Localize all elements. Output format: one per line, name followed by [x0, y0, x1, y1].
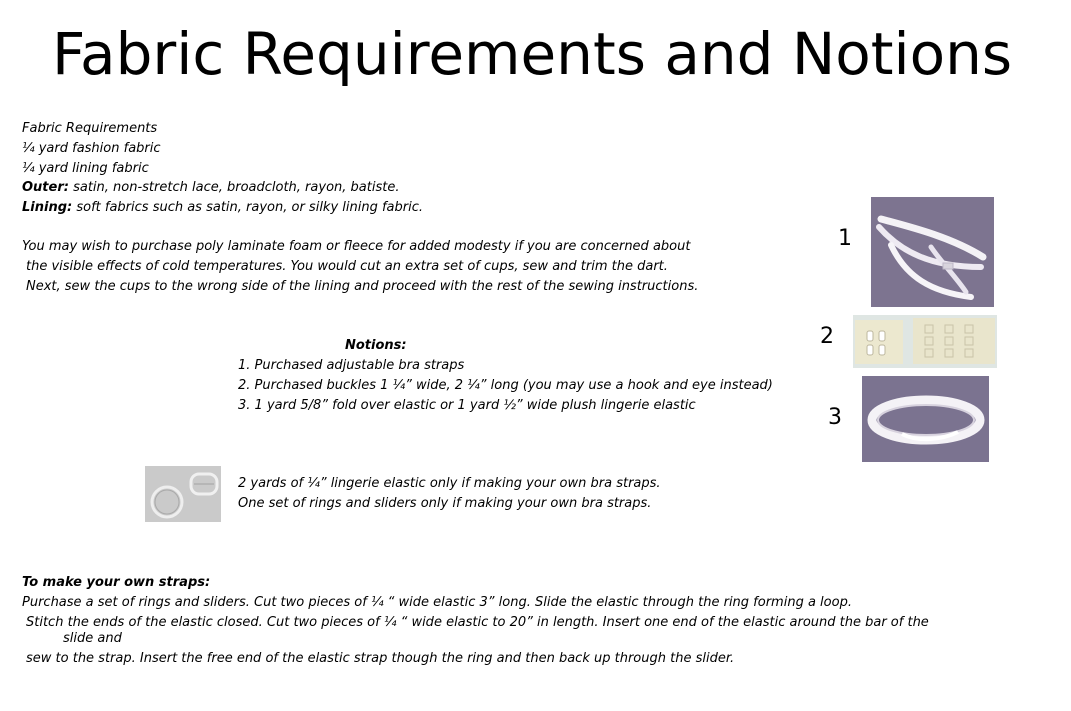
fabric-line-2: ¼ yard lining fabric: [22, 161, 149, 176]
notions-heading: Notions:: [345, 338, 407, 353]
straps-line-2b: slide and: [63, 631, 122, 646]
straps-line-1: Purchase a set of rings and sliders. Cut two pieces of ¼ “ wide elastic 3” long. Slide the elastic through the ring forming a loop.: [22, 595, 852, 610]
optional-line-2: One set of rings and sliders only if making your own bra straps.: [238, 496, 652, 511]
elastic-photo: [862, 376, 989, 462]
buckles-photo: [853, 315, 997, 368]
fabric-outer: [22, 178, 399, 198]
outer-text: satin, non-stretch lace, broadcloth, rayon, batiste.: [68, 180, 400, 195]
page-title: Fabric Requirements and Notions: [52, 20, 1013, 88]
straps-line-2: Stitch the ends of the elastic closed. Cut two pieces of ¼ “ wide elastic to 20” in length. Insert one end of the elastic around the bar of the: [26, 615, 929, 630]
notions-item-1: 1. Purchased adjustable bra straps: [238, 358, 465, 373]
fabric-line-1: ¼ yard fashion fabric: [22, 141, 161, 156]
notions-item-2: 2. Purchased buckles 1 ¼” wide, 2 ¼” long (you may use a hook and eye instead): [238, 378, 773, 393]
lining-text: soft fabrics such as satin, rayon, or silky lining fabric.: [72, 200, 424, 215]
optional-line-1: 2 yards of ¼” lingerie elastic only if making your own bra straps.: [238, 476, 661, 491]
fabric-heading: Fabric Requirements: [22, 121, 158, 136]
modesty-line-3: Next, sew the cups to the wrong side of the lining and proceed with the rest of the sewing instructions.: [26, 279, 699, 294]
rings-sliders-photo: [145, 466, 221, 522]
photo-label-2: 2: [820, 324, 834, 349]
modesty-line-1: You may wish to purchase poly laminate foam or fleece for added modesty if you are concerned about: [22, 239, 691, 254]
photo-label-1: 1: [838, 226, 852, 251]
modesty-line-2: the visible effects of cold temperatures. You would cut an extra set of cups, sew and trim the dart.: [26, 259, 668, 274]
photo-label-3: 3: [828, 405, 842, 430]
fabric-lining: [22, 198, 423, 218]
lining-label: Lining:: [22, 200, 73, 215]
straps-line-3: sew to the strap. Insert the free end of the elastic strap though the ring and then back up through the slider.: [26, 651, 735, 666]
outer-label: Outer:: [22, 180, 69, 195]
notions-item-3: 3. 1 yard 5/8” fold over elastic or 1 yard ½” wide plush lingerie elastic: [238, 398, 696, 413]
straps-heading: To make your own straps:: [22, 575, 211, 590]
bra-straps-photo: [871, 197, 994, 307]
